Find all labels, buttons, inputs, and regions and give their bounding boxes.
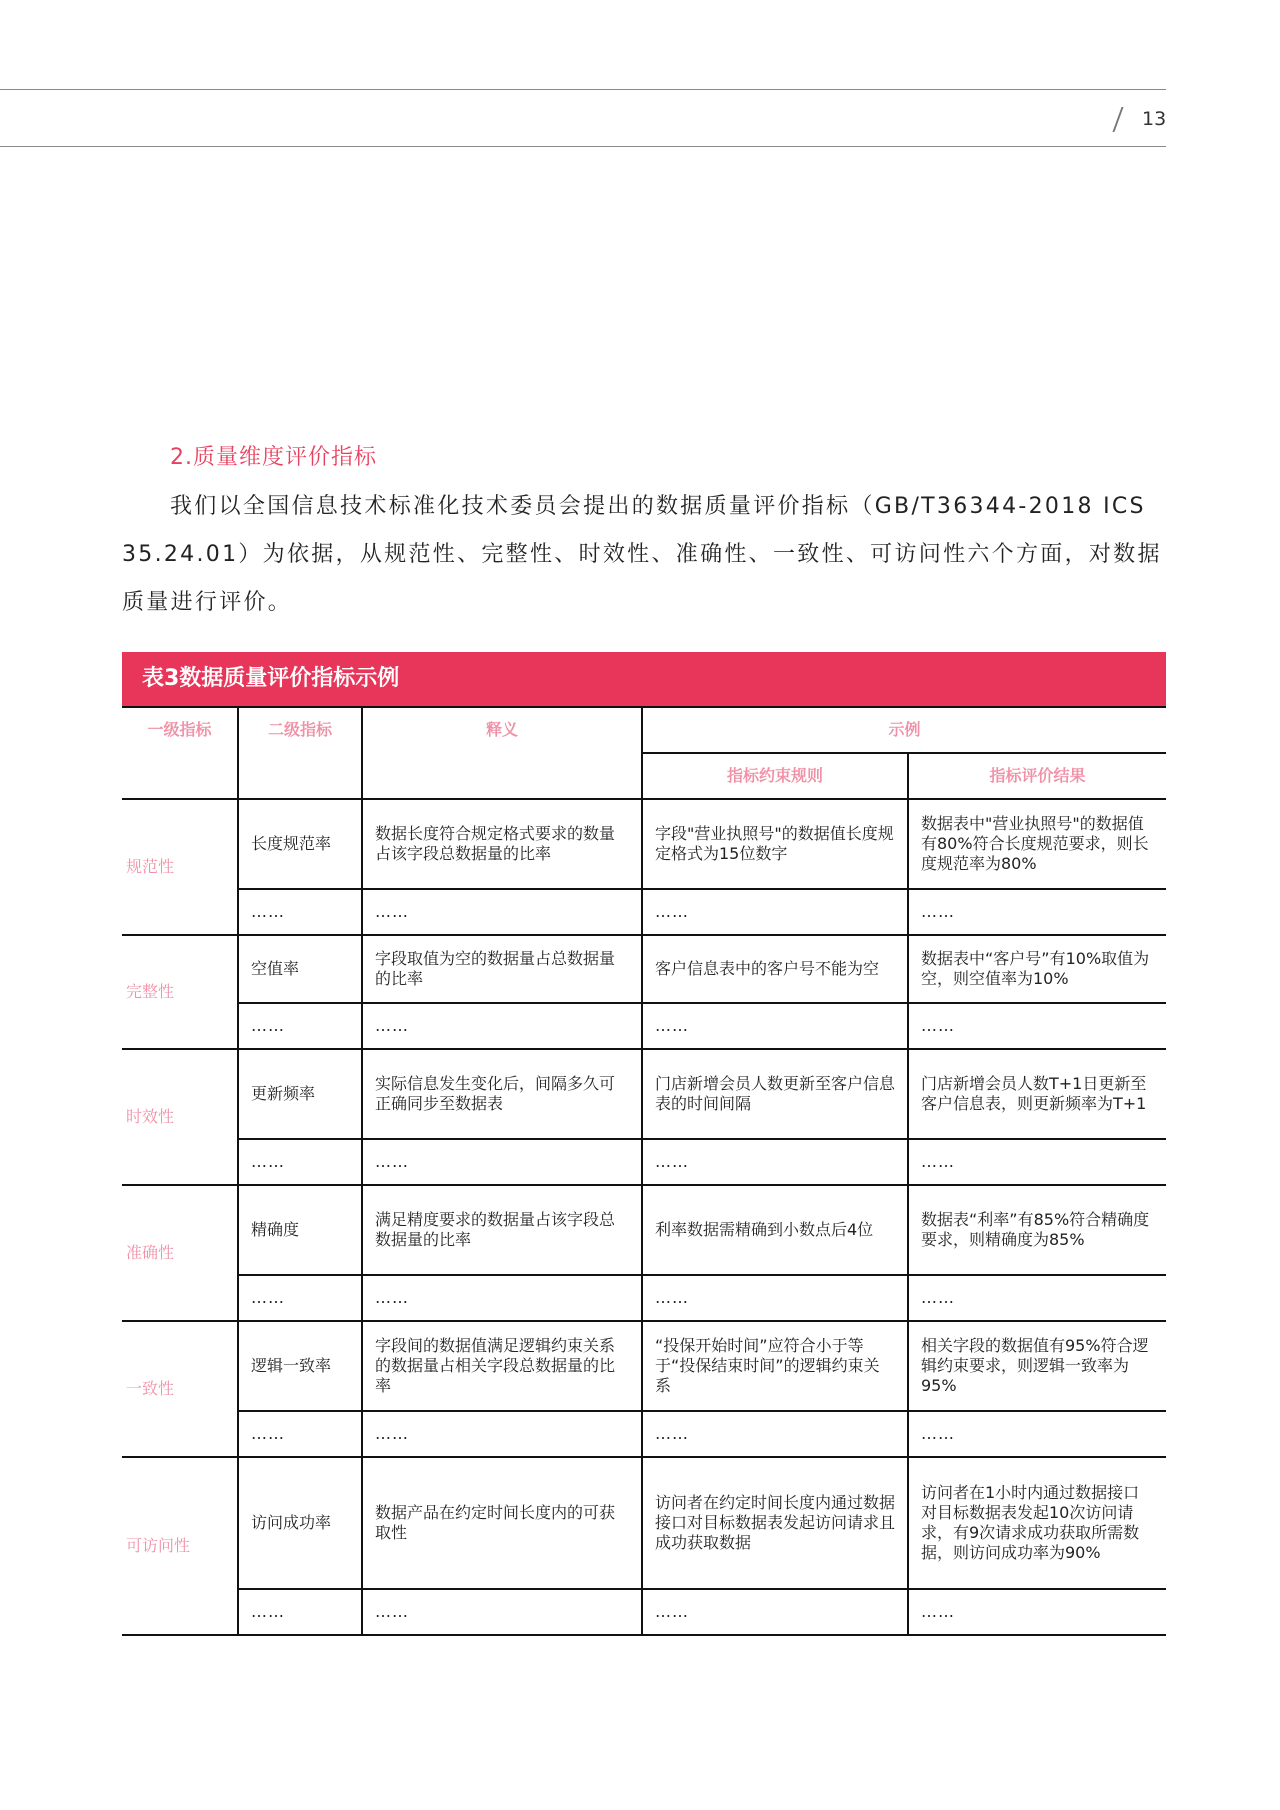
- indicator-cell: 更新频率: [238, 1049, 362, 1139]
- ellipsis-cell: ……: [642, 1589, 908, 1635]
- meaning-cell: 数据产品在约定时间长度内的可获取性: [362, 1457, 642, 1589]
- ellipsis-cell: ……: [642, 889, 908, 935]
- page-number-separator: [1112, 107, 1123, 132]
- indicator-cell: 逻辑一致率: [238, 1321, 362, 1411]
- header-level1: 一级指标: [122, 707, 238, 799]
- table-row-ellipsis: [122, 1139, 1166, 1185]
- meaning-cell: 字段取值为空的数据量占总数据量的比率: [362, 935, 642, 1003]
- indicator-cell: 空值率: [238, 935, 362, 1003]
- table-row-ellipsis: [122, 1003, 1166, 1049]
- result-cell: 相关字段的数据值有95%符合逻辑约束要求，则逻辑一致率为95%: [908, 1321, 1166, 1411]
- indicator-cell: 访问成功率: [238, 1457, 362, 1589]
- ellipsis-cell: ……: [642, 1139, 908, 1185]
- table-row-ellipsis: [122, 889, 1166, 935]
- ellipsis-cell: ……: [238, 1003, 362, 1049]
- rule-cell: 访问者在约定时间长度内通过数据接口对目标数据表发起访问请求且成功获取数据: [642, 1457, 908, 1589]
- indicator-cell: 精确度: [238, 1185, 362, 1275]
- ellipsis-cell: ……: [362, 1003, 642, 1049]
- ellipsis-cell: ……: [238, 1589, 362, 1635]
- ellipsis-cell: ……: [642, 1003, 908, 1049]
- rule-cell: 门店新增会员人数更新至客户信息表的时间间隔: [642, 1049, 908, 1139]
- ellipsis-cell: ……: [362, 889, 642, 935]
- result-cell: 数据表中“客户号”有10%取值为空，则空值率为10%: [908, 935, 1166, 1003]
- ellipsis-cell: ……: [908, 1275, 1166, 1321]
- dimension-cell: 时效性: [122, 1049, 238, 1185]
- ellipsis-cell: ……: [238, 1411, 362, 1457]
- table-title: 表3数据质量评价指标示例: [122, 652, 1166, 706]
- table-row: [122, 935, 1166, 1003]
- meaning-cell: 实际信息发生变化后，间隔多久可正确同步至数据表: [362, 1049, 642, 1139]
- meaning-cell: 字段间的数据值满足逻辑约束关系的数据量占相关字段总数据量的比率: [362, 1321, 642, 1411]
- ellipsis-cell: ……: [362, 1275, 642, 1321]
- ellipsis-cell: ……: [362, 1411, 642, 1457]
- ellipsis-cell: ……: [362, 1139, 642, 1185]
- rule-cell: 利率数据需精确到小数点后4位: [642, 1185, 908, 1275]
- dimension-cell: 一致性: [122, 1321, 238, 1457]
- dimension-cell: 可访问性: [122, 1457, 238, 1635]
- header-rule: 指标约束规则: [642, 753, 908, 799]
- table-row-ellipsis: [122, 1589, 1166, 1635]
- ellipsis-cell: ……: [908, 1589, 1166, 1635]
- header-rule-bottom: [0, 146, 1166, 147]
- table-row: [122, 1049, 1166, 1139]
- ellipsis-cell: ……: [642, 1275, 908, 1321]
- table-row-ellipsis: [122, 1275, 1166, 1321]
- rule-cell: “投保开始时间”应符合小于等于“投保结束时间”的逻辑约束关系: [642, 1321, 908, 1411]
- section-heading: 2.质量维度评价指标: [170, 445, 377, 470]
- header-result: 指标评价结果: [908, 753, 1166, 799]
- result-cell: 数据表“利率”有85%符合精确度要求，则精确度为85%: [908, 1185, 1166, 1275]
- ellipsis-cell: ……: [908, 1411, 1166, 1457]
- ellipsis-cell: ……: [642, 1411, 908, 1457]
- rule-cell: 字段"营业执照号"的数据值长度规定格式为15位数字: [642, 799, 908, 889]
- ellipsis-cell: ……: [362, 1589, 642, 1635]
- result-cell: 数据表中"营业执照号"的数据值有80%符合长度规范要求，则长度规范率为80%: [908, 799, 1166, 889]
- indicator-cell: 长度规范率: [238, 799, 362, 889]
- dimension-cell: 准确性: [122, 1185, 238, 1321]
- meaning-cell: 满足精度要求的数据量占该字段总数据量的比率: [362, 1185, 642, 1275]
- quality-indicator-table: [122, 652, 1166, 1636]
- header-level2: 二级指标: [238, 707, 362, 799]
- body-paragraph: 我们以全国信息技术标准化技术委员会提出的数据质量评价指标（GB/T36344-2018 ICS 35.24.01）为依据，从规范性、完整性、时效性、准确性、一致性、可访问性六个方面，对数据质量进行评价。: [122, 494, 1162, 615]
- result-cell: 访问者在1小时内通过数据接口对目标数据表发起10次访问请求，有9次请求成功获取所需数据，则访问成功率为90%: [908, 1457, 1166, 1589]
- page-number: 13: [1142, 108, 1167, 130]
- table-row: [122, 1457, 1166, 1589]
- dimension-cell: 规范性: [122, 799, 238, 935]
- header-example: 示例: [642, 707, 1166, 753]
- header-rule-top: [0, 89, 1166, 90]
- ellipsis-cell: ……: [908, 1139, 1166, 1185]
- header-meaning: 释义: [362, 707, 642, 799]
- dimension-cell: 完整性: [122, 935, 238, 1049]
- table-row-ellipsis: [122, 1411, 1166, 1457]
- rule-cell: 客户信息表中的客户号不能为空: [642, 935, 908, 1003]
- table-row: [122, 1321, 1166, 1411]
- ellipsis-cell: ……: [908, 1003, 1166, 1049]
- ellipsis-cell: ……: [238, 1139, 362, 1185]
- table-row: [122, 799, 1166, 889]
- table-row: [122, 1185, 1166, 1275]
- ellipsis-cell: ……: [908, 889, 1166, 935]
- result-cell: 门店新增会员人数T+1日更新至客户信息表，则更新频率为T+1: [908, 1049, 1166, 1139]
- ellipsis-cell: ……: [238, 889, 362, 935]
- ellipsis-cell: ……: [238, 1275, 362, 1321]
- meaning-cell: 数据长度符合规定格式要求的数量占该字段总数据量的比率: [362, 799, 642, 889]
- indicator-table-grid: [122, 706, 1166, 1636]
